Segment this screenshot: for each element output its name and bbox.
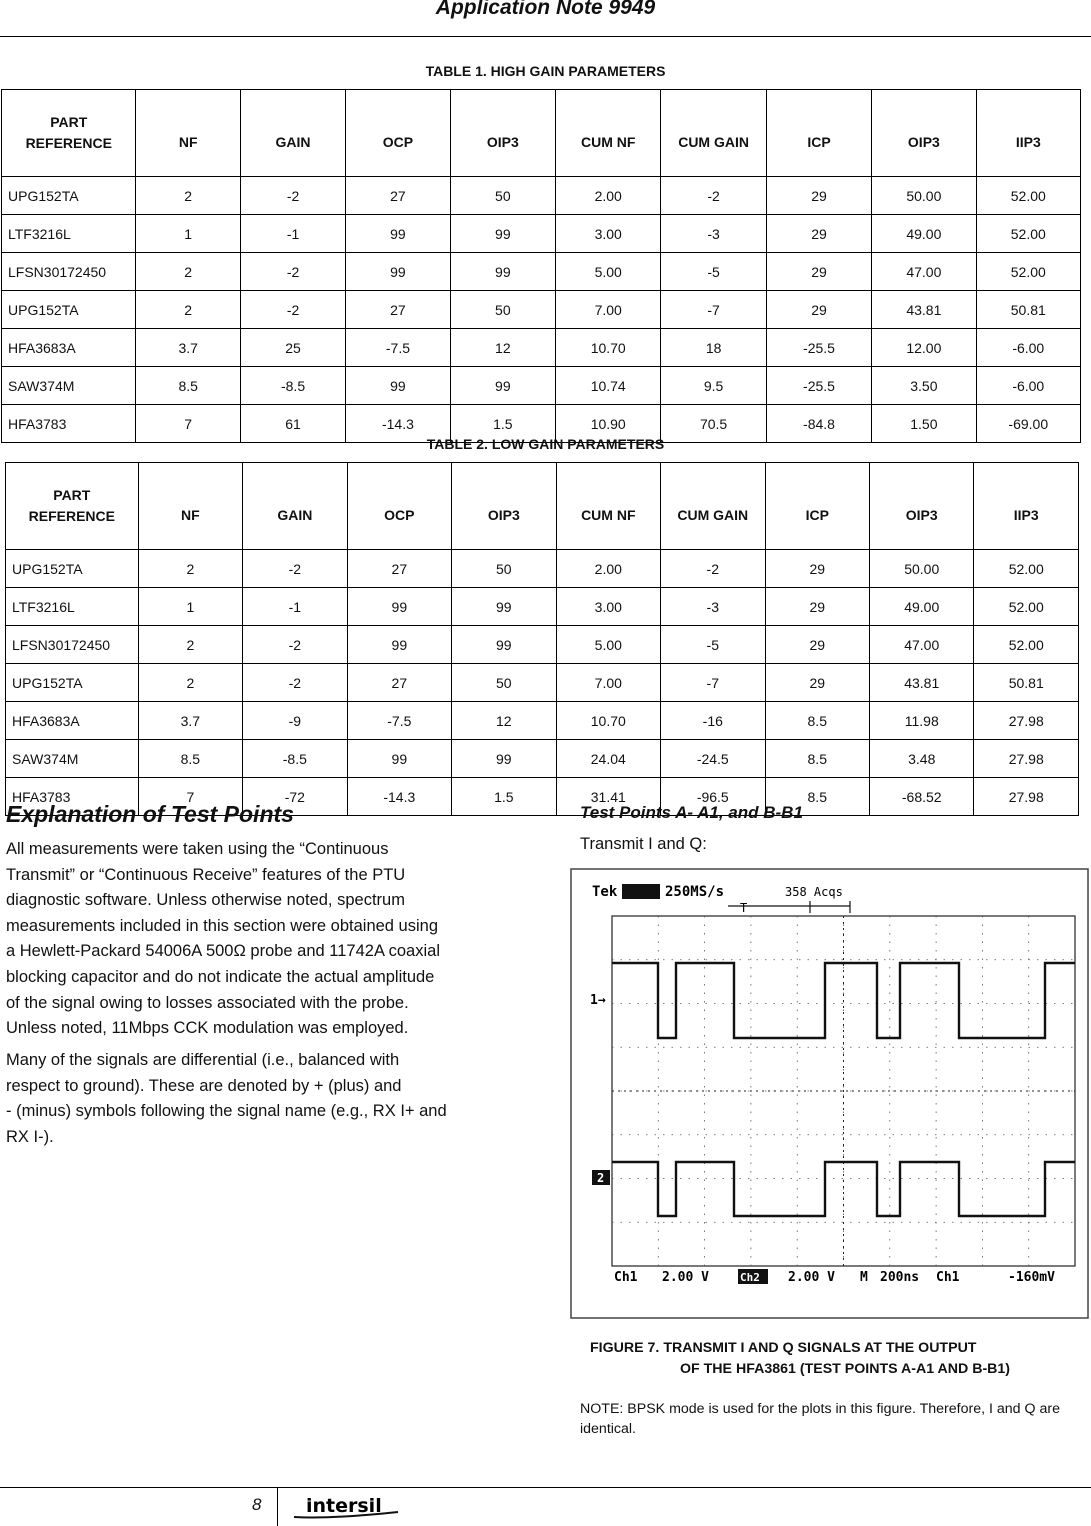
value-cell: 3.00 [556, 588, 660, 626]
explanation-paragraph-2 [6, 1048, 447, 1150]
value-cell: -7.5 [346, 329, 450, 367]
value-cell: -2 [661, 550, 765, 588]
column-header: NF [136, 90, 240, 177]
value-cell: 27.98 [974, 702, 1079, 740]
paragraph-line: a Hewlett-Packard 54006A 500Ω probe and 11742A coaxial [6, 942, 440, 961]
value-cell: 10.70 [556, 329, 661, 367]
value-cell: 1 [138, 588, 242, 626]
scope-trigger-mark: T [740, 901, 748, 915]
value-cell: 47.00 [872, 253, 976, 291]
value-cell: -9 [243, 702, 347, 740]
table2-caption: TABLE 2. LOW GAIN PARAMETERS [426, 436, 665, 452]
part-reference-cell: SAW374M [6, 740, 139, 778]
testpoints-intro: Transmit I and Q: [580, 835, 707, 853]
part-reference-cell: HFA3783 [6, 778, 139, 816]
value-cell: 1.5 [452, 778, 556, 816]
value-cell: 7 [138, 778, 242, 816]
value-cell: -2 [243, 550, 347, 588]
value-cell: 1.50 [872, 405, 976, 443]
value-cell: 8.5 [138, 740, 242, 778]
value-cell: 12 [450, 329, 555, 367]
part-reference-cell: LTF3216L [2, 215, 136, 253]
value-cell: -69.00 [976, 405, 1080, 443]
value-cell: -7 [661, 664, 765, 702]
paragraph-line: Many of the signals are differential (i.e., balanced with [6, 1051, 400, 1069]
table-row [2, 215, 1081, 253]
column-header: OIP3 [452, 463, 556, 550]
value-cell: 2.00 [556, 550, 660, 588]
value-cell: 29 [766, 177, 871, 215]
value-cell: 1 [136, 215, 240, 253]
table-row [6, 626, 1079, 664]
value-cell: 27 [347, 664, 451, 702]
value-cell: 7 [136, 405, 240, 443]
value-cell: 43.81 [872, 291, 976, 329]
column-header: ICP [766, 90, 871, 177]
part-reference-cell: UPG152TA [6, 664, 139, 702]
value-cell: 50.00 [872, 177, 976, 215]
value-cell: 8.5 [765, 778, 869, 816]
scope-ch1-volts: 2.00 V [662, 1270, 709, 1285]
value-cell: 70.5 [661, 405, 766, 443]
value-cell: 52.00 [976, 177, 1080, 215]
value-cell: 31.41 [556, 778, 660, 816]
value-cell: 99 [450, 253, 555, 291]
value-cell: 27 [347, 550, 451, 588]
column-header: ICP [765, 463, 869, 550]
value-cell: 50 [452, 664, 556, 702]
value-cell: -6.00 [976, 367, 1080, 405]
value-cell: 12 [452, 702, 556, 740]
scope-ch2-marker: 2 [597, 1171, 605, 1185]
value-cell: 99 [347, 588, 451, 626]
value-cell: 3.7 [138, 702, 242, 740]
low-gain-table [5, 462, 1079, 816]
value-cell: -2 [243, 664, 347, 702]
value-cell: 24.04 [556, 740, 660, 778]
figure-caption-line1: FIGURE 7. TRANSMIT I AND Q SIGNALS AT THE OUTPUT [590, 1340, 977, 1356]
value-cell: -1 [243, 588, 347, 626]
value-cell: 25 [240, 329, 345, 367]
value-cell: 3.48 [870, 740, 974, 778]
page-header-title: Application Note 9949 [435, 0, 656, 19]
value-cell: -16 [661, 702, 765, 740]
table-row [6, 550, 1079, 588]
header-part-reference: PART REFERENCE [2, 90, 136, 177]
scope-ch2-volts: 2.00 V [788, 1270, 835, 1285]
value-cell: 12.00 [872, 329, 976, 367]
value-cell: 99 [346, 367, 450, 405]
value-cell: 7.00 [556, 291, 661, 329]
value-cell: 99 [450, 215, 555, 253]
value-cell: 50 [450, 291, 555, 329]
value-cell: -2 [240, 253, 345, 291]
value-cell: 49.00 [872, 215, 976, 253]
value-cell: 5.00 [556, 253, 661, 291]
value-cell: 10.70 [556, 702, 660, 740]
testpoints-title: Test Points A- A1, and B-B1 [580, 803, 803, 822]
value-cell: -2 [243, 626, 347, 664]
value-cell: -96.5 [661, 778, 765, 816]
value-cell: 2 [136, 291, 240, 329]
value-cell: 10.90 [556, 405, 661, 443]
value-cell: 2 [136, 253, 240, 291]
column-header: NF [138, 463, 242, 550]
table-row [2, 329, 1081, 367]
column-header: GAIN [243, 463, 347, 550]
value-cell: 8.5 [765, 702, 869, 740]
value-cell: -5 [661, 253, 766, 291]
scope-timebase-label: M [860, 1270, 868, 1285]
value-cell: 8.5 [765, 740, 869, 778]
table1-caption: TABLE 1. HIGH GAIN PARAMETERS [425, 63, 666, 79]
table-row [2, 291, 1081, 329]
part-reference-cell: UPG152TA [2, 177, 136, 215]
value-cell: 50 [452, 550, 556, 588]
scope-timebase: 200ns [880, 1270, 920, 1285]
part-reference-cell: HFA3683A [2, 329, 136, 367]
value-cell: -84.8 [766, 405, 871, 443]
value-cell: 52.00 [976, 215, 1080, 253]
value-cell: 10.74 [556, 367, 661, 405]
value-cell: 29 [765, 626, 869, 664]
part-reference-cell: LFSN30172450 [6, 626, 139, 664]
value-cell: -3 [661, 215, 766, 253]
value-cell: 52.00 [974, 626, 1079, 664]
scope-ch2-label: Ch2 [740, 1271, 760, 1284]
value-cell: 99 [450, 367, 555, 405]
value-cell: 27 [346, 177, 450, 215]
part-reference-cell: LTF3216L [6, 588, 139, 626]
column-header: OCP [346, 90, 450, 177]
column-header: CUM NF [556, 90, 661, 177]
scope-sample-rate: 250MS/s [665, 884, 725, 900]
value-cell: -2 [240, 177, 345, 215]
value-cell: 9.5 [661, 367, 766, 405]
value-cell: -8.5 [240, 367, 345, 405]
value-cell: 61 [240, 405, 345, 443]
value-cell: -5 [661, 626, 765, 664]
value-cell: 29 [766, 215, 871, 253]
oscilloscope-capture [570, 868, 1090, 1320]
value-cell: 1.5 [450, 405, 555, 443]
column-header: CUM GAIN [661, 90, 766, 177]
value-cell: 29 [765, 550, 869, 588]
part-reference-cell: HFA3783 [2, 405, 136, 443]
value-cell: -7.5 [347, 702, 451, 740]
value-cell: 29 [765, 588, 869, 626]
table-row [6, 588, 1079, 626]
explanation-paragraph-1 [6, 837, 440, 1042]
value-cell: -68.52 [870, 778, 974, 816]
scope-ch1-marker: 1→ [590, 993, 606, 1008]
scope-ch1-label: Ch1 [614, 1270, 638, 1285]
scope-acq-count: 358 Acqs [785, 885, 843, 899]
value-cell: -1 [240, 215, 345, 253]
paragraph-line: - (minus) symbols following the signal name (e.g., RX I+ and [6, 1102, 447, 1121]
intersil-logo [292, 1493, 402, 1526]
value-cell: 50.81 [974, 664, 1079, 702]
scope-brand-block [622, 884, 660, 899]
value-cell: 27.98 [974, 778, 1079, 816]
part-reference-cell: UPG152TA [2, 291, 136, 329]
value-cell: 52.00 [974, 550, 1079, 588]
value-cell: 29 [765, 664, 869, 702]
value-cell: -3 [661, 588, 765, 626]
value-cell: 27.98 [974, 740, 1079, 778]
part-reference-cell: SAW374M [2, 367, 136, 405]
value-cell: -7 [661, 291, 766, 329]
table-row [2, 253, 1081, 291]
column-header: GAIN [240, 90, 345, 177]
header-rule [0, 36, 1091, 37]
value-cell: 18 [661, 329, 766, 367]
column-header: OIP3 [450, 90, 555, 177]
part-reference-cell: HFA3683A [6, 702, 139, 740]
value-cell: -14.3 [346, 405, 450, 443]
value-cell: 2 [138, 550, 242, 588]
value-cell: -72 [243, 778, 347, 816]
value-cell: 7.00 [556, 664, 660, 702]
page-number: 8 [252, 1495, 262, 1514]
value-cell: 5.00 [556, 626, 660, 664]
explanation-title: Explanation of Test Points [6, 801, 294, 827]
value-cell: -25.5 [766, 329, 871, 367]
figure-note: NOTE: BPSK mode is used for the plots in this figure. Therefore, I and Q are identical. [580, 1401, 1060, 1437]
scope-trigger-level: -160mV [1008, 1270, 1055, 1285]
value-cell: 99 [452, 588, 556, 626]
scope-trigger-source: Ch1 [936, 1270, 960, 1285]
value-cell: -25.5 [766, 367, 871, 405]
value-cell: 49.00 [870, 588, 974, 626]
value-cell: 2 [138, 626, 242, 664]
value-cell: 52.00 [974, 588, 1079, 626]
paragraph-line: diagnostic software. Unless otherwise noted, spectrum [6, 891, 405, 910]
column-header: CUM GAIN [661, 463, 765, 550]
value-cell: 50 [450, 177, 555, 215]
column-header: IIP3 [976, 90, 1080, 177]
paragraph-line: Transmit” or “Continuous Receive” features of the PTU [6, 865, 406, 884]
figure-caption [590, 1338, 1010, 1380]
table-header-row [2, 90, 1081, 177]
value-cell: 3.00 [556, 215, 661, 253]
scope-brand: Tek [592, 884, 618, 900]
value-cell: 2 [138, 664, 242, 702]
paragraph-line: Unless noted, 11Mbps CCK modulation was employed. [6, 1019, 409, 1038]
paragraph-line: of the signal owing to losses associated with the probe. [6, 993, 409, 1012]
value-cell: 29 [766, 253, 871, 291]
column-header: OCP [347, 463, 451, 550]
value-cell: 50.00 [870, 550, 974, 588]
column-header: OIP3 [870, 463, 974, 550]
footer-rule [0, 1487, 1091, 1488]
table-row [2, 367, 1081, 405]
table-row [6, 702, 1079, 740]
column-header: CUM NF [556, 463, 660, 550]
paragraph-line: All measurements were taken using the “Continuous [6, 840, 389, 858]
table-row [6, 664, 1079, 702]
table-header-row [6, 463, 1079, 550]
value-cell: 99 [452, 626, 556, 664]
value-cell: 99 [347, 626, 451, 664]
value-cell: 50.81 [976, 291, 1080, 329]
value-cell: 99 [346, 253, 450, 291]
value-cell: -24.5 [661, 740, 765, 778]
value-cell: 2 [136, 177, 240, 215]
paragraph-line: blocking capacitor and do not indicate the actual amplitude [6, 967, 435, 986]
paragraph-line: respect to ground). These are denoted by + (plus) and [6, 1076, 402, 1095]
logo-text: intersil [306, 1495, 382, 1517]
value-cell: 11.98 [870, 702, 974, 740]
value-cell: 52.00 [976, 253, 1080, 291]
value-cell: -2 [240, 291, 345, 329]
value-cell: 27 [346, 291, 450, 329]
value-cell: -8.5 [243, 740, 347, 778]
value-cell: 47.00 [870, 626, 974, 664]
paragraph-line: measurements included in this section were obtained using [6, 916, 438, 935]
high-gain-table [1, 89, 1081, 443]
part-reference-cell: UPG152TA [6, 550, 139, 588]
value-cell: 8.5 [136, 367, 240, 405]
value-cell: 3.50 [872, 367, 976, 405]
value-cell: -6.00 [976, 329, 1080, 367]
figure-caption-line2: OF THE HFA3861 (TEST POINTS A-A1 AND B-B1) [680, 1361, 1011, 1377]
value-cell: 99 [452, 740, 556, 778]
table-row [2, 177, 1081, 215]
value-cell: -14.3 [347, 778, 451, 816]
footer-divider [277, 1487, 278, 1526]
part-reference-cell: LFSN30172450 [2, 253, 136, 291]
scope-frame [571, 869, 1088, 1318]
value-cell: 3.7 [136, 329, 240, 367]
column-header: OIP3 [872, 90, 976, 177]
value-cell: 43.81 [870, 664, 974, 702]
value-cell: -2 [661, 177, 766, 215]
value-cell: 2.00 [556, 177, 661, 215]
value-cell: 99 [347, 740, 451, 778]
table-row [6, 740, 1079, 778]
value-cell: 29 [766, 291, 871, 329]
column-header: IIP3 [974, 463, 1079, 550]
header-part-reference: PART REFERENCE [6, 463, 139, 550]
paragraph-line: RX I-). [6, 1127, 54, 1146]
value-cell: 99 [346, 215, 450, 253]
